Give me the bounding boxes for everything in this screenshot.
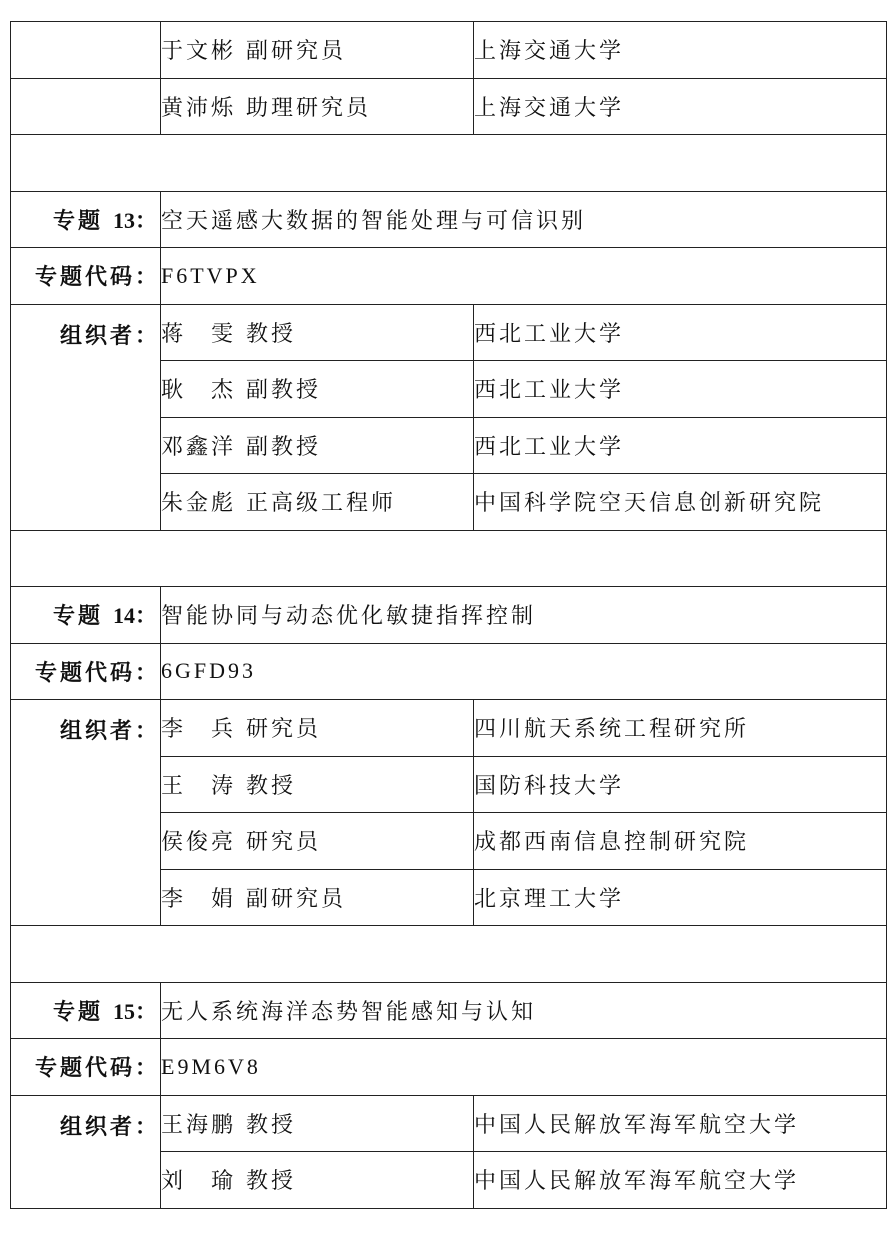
spacer-cell (11, 926, 887, 983)
organizer-name: 黄沛烁 助理研究员 (161, 78, 474, 135)
organizer-affiliation: 上海交通大学 (474, 78, 887, 135)
organizer-name: 邓鑫洋 副教授 (161, 417, 474, 474)
code-label: 专题代码： (11, 248, 161, 305)
organizer-affiliation: 中国人民解放军海军航空大学 (474, 1095, 887, 1152)
topic-label: 专题 14： (11, 587, 161, 644)
topics-table (10, 21, 887, 1209)
organizer-name: 李 娟 副研究员 (161, 869, 474, 926)
organizer-row (11, 1095, 887, 1152)
organizer-name: 于文彬 副研究员 (161, 22, 474, 79)
organizer-name: 耿 杰 副教授 (161, 361, 474, 418)
organizers-label: 组织者： (11, 1095, 161, 1208)
table-row (11, 22, 887, 79)
organizer-affiliation: 西北工业大学 (474, 361, 887, 418)
spacer-cell (11, 135, 887, 192)
organizer-name: 李 兵 研究员 (161, 700, 474, 757)
topic-code: F6TVPX (161, 248, 887, 305)
organizer-name: 侯俊亮 研究员 (161, 813, 474, 870)
topic-title: 无人系统海洋态势智能感知与认知 (161, 982, 887, 1039)
empty-cell (11, 78, 161, 135)
organizer-name: 王海鹏 教授 (161, 1095, 474, 1152)
topic-label: 专题 13： (11, 191, 161, 248)
topic-title-row (11, 191, 887, 248)
topic-title: 空天遥感大数据的智能处理与可信识别 (161, 191, 887, 248)
organizer-row (11, 304, 887, 361)
organizer-name: 蒋 雯 教授 (161, 304, 474, 361)
organizer-affiliation: 成都西南信息控制研究院 (474, 813, 887, 870)
topic-code-row (11, 643, 887, 700)
code-label: 专题代码： (11, 1039, 161, 1096)
topic-title: 智能协同与动态优化敏捷指挥控制 (161, 587, 887, 644)
code-label: 专题代码： (11, 643, 161, 700)
organizer-affiliation: 中国人民解放军海军航空大学 (474, 1152, 887, 1209)
topic-label: 专题 15： (11, 982, 161, 1039)
organizer-affiliation: 北京理工大学 (474, 869, 887, 926)
organizer-name: 刘 瑜 教授 (161, 1152, 474, 1209)
spacer-row (11, 926, 887, 983)
organizer-name: 王 涛 教授 (161, 756, 474, 813)
topic-code-row (11, 1039, 887, 1096)
topic-code-row (11, 248, 887, 305)
organizer-affiliation: 中国科学院空天信息创新研究院 (474, 474, 887, 531)
table-row (11, 78, 887, 135)
organizer-affiliation: 西北工业大学 (474, 417, 887, 474)
organizer-affiliation: 上海交通大学 (474, 22, 887, 79)
organizer-affiliation: 国防科技大学 (474, 756, 887, 813)
topic-title-row (11, 982, 887, 1039)
organizer-row (11, 700, 887, 757)
organizers-label: 组织者： (11, 700, 161, 926)
spacer-row (11, 530, 887, 587)
organizers-label: 组织者： (11, 304, 161, 530)
organizer-name: 朱金彪 正高级工程师 (161, 474, 474, 531)
topic-code: E9M6V8 (161, 1039, 887, 1096)
topic-title-row (11, 587, 887, 644)
spacer-cell (11, 530, 887, 587)
empty-cell (11, 22, 161, 79)
spacer-row (11, 135, 887, 192)
topic-code: 6GFD93 (161, 643, 887, 700)
organizer-affiliation: 四川航天系统工程研究所 (474, 700, 887, 757)
organizer-affiliation: 西北工业大学 (474, 304, 887, 361)
